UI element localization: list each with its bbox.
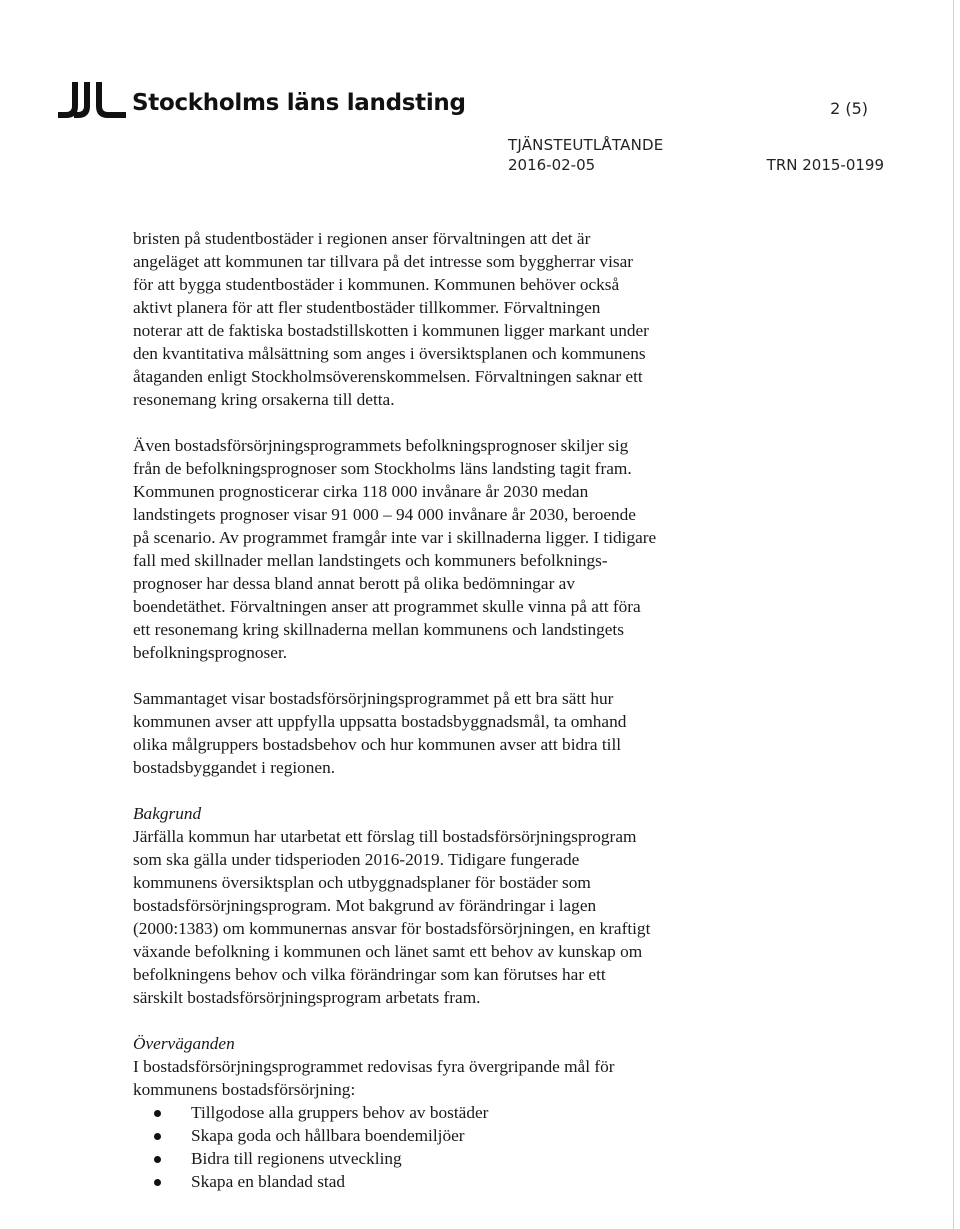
list-item-text: Skapa goda och hållbara boendemiljöer <box>191 1126 465 1145</box>
text-line: för att bygga studentbostäder i kommunen. Kommunen behöver också <box>133 275 620 294</box>
text-line: ett resonemang kring skillnaderna mellan kommunens och landstingets <box>133 620 624 639</box>
document-date: 2016-02-05 <box>508 156 596 174</box>
text-line: på scenario. Av programmet framgår inte var i skillnaderna ligger. I tidigare <box>133 528 657 547</box>
reference-number: TRN 2015-0199 <box>766 156 884 174</box>
section-heading-considerations: Överväganden <box>133 1034 235 1053</box>
bullet-icon <box>154 1133 161 1140</box>
organization-name: Stockholms läns landsting <box>132 90 466 116</box>
text-line: bostadsförsörjningsprogram. Mot bakgrund av förändringar i lagen <box>133 896 597 915</box>
bullet-icon <box>154 1110 161 1117</box>
text-line: bostadsbyggandet i regionen. <box>133 758 336 777</box>
bullet-icon <box>154 1156 161 1163</box>
text-line: Järfälla kommun har utarbetat ett förslag till bostadsförsörjningsprogram <box>133 827 637 846</box>
page-number: 2 (5) <box>830 99 868 118</box>
list-item <box>133 1147 913 1170</box>
list-item <box>133 1124 913 1147</box>
text-line: I bostadsförsörjningsprogrammet redovisas fyra övergripande mål för <box>133 1057 615 1076</box>
text-line: bristen på studentbostäder i regionen anser förvaltningen att det är <box>133 229 591 248</box>
text-line: Sammantaget visar bostadsförsörjningsprogrammet på ett bra sätt hur <box>133 689 614 708</box>
paragraph-summary <box>133 687 913 779</box>
text-line: noterar att de faktiska bostadstillskotten i kommunen ligger markant under <box>133 321 649 340</box>
text-line: växande befolkning i kommunen och länet samt ett behov av kunskap om <box>133 942 643 961</box>
goals-list <box>133 1101 913 1193</box>
paragraph-student-housing <box>133 227 913 411</box>
section-heading-background: Bakgrund <box>133 804 202 823</box>
sll-logo-icon <box>58 82 130 120</box>
list-item-text: Skapa en blandad stad <box>191 1172 346 1191</box>
text-line: olika målgruppers bostadsbehov och hur kommunen avser att bidra till <box>133 735 622 754</box>
text-line: särskilt bostadsförsörjningsprogram arbetats fram. <box>133 988 481 1007</box>
text-line: den kvantitativa målsättning som anges i översiktsplanen och kommunens <box>133 344 646 363</box>
text-line: fall med skillnader mellan landstingets och kommuners befolknings- <box>133 551 608 570</box>
text-line: kommunen avser att uppfylla uppsatta bostadsbyggnadsmål, ta omhand <box>133 712 627 731</box>
document-body <box>133 227 913 1193</box>
text-line: (2000:1383) om kommunernas ansvar för bostadsförsörjningen, en kraftigt <box>133 919 651 938</box>
text-line: kommunens bostadsförsörjning: <box>133 1080 356 1099</box>
paragraph-population-forecasts <box>133 434 913 664</box>
list-item <box>133 1170 913 1193</box>
section-considerations <box>133 1032 913 1193</box>
section-background <box>133 802 913 1009</box>
text-line: befolkningens behov och vilka förändringar som kan förutses har ett <box>133 965 606 984</box>
text-line: landstingets prognoser visar 91 000 – 94 000 invånare år 2030, beroende <box>133 505 636 524</box>
text-line: Även bostadsförsörjningsprogrammets befolkningsprognoser skiljer sig <box>133 436 629 455</box>
text-line: Kommunen prognosticerar cirka 118 000 invånare år 2030 medan <box>133 482 589 501</box>
text-line: som ska gälla under tidsperioden 2016-2019. Tidigare fungerade <box>133 850 580 869</box>
text-line: prognoser har dessa bland annat berott på olika bedömningar av <box>133 574 575 593</box>
text-line: aktivt planera för att fler studentbostäder tillkommer. Förvaltningen <box>133 298 601 317</box>
text-line: från de befolkningsprognoser som Stockholms läns landsting tagit fram. <box>133 459 632 478</box>
text-line: åtaganden enligt Stockholmsöverenskommelsen. Förvaltningen saknar ett <box>133 367 643 386</box>
text-line: boendetäthet. Förvaltningen anser att programmet skulle vinna på att föra <box>133 597 641 616</box>
text-line: befolkningsprognoser. <box>133 643 288 662</box>
text-line: resonemang kring orsakerna till detta. <box>133 390 395 409</box>
list-item-text: Bidra till regionens utveckling <box>191 1149 402 1168</box>
text-line: angeläget att kommunen tar tillvara på det intresse som byggherrar visar <box>133 252 634 271</box>
document-type: TJÄNSTEUTLÅTANDE <box>508 136 664 154</box>
bullet-icon <box>154 1179 161 1186</box>
list-item <box>133 1101 913 1124</box>
list-item-text: Tillgodose alla gruppers behov av bostäder <box>191 1103 489 1122</box>
text-line: kommunens översiktsplan och utbyggnadsplaner för bostäder som <box>133 873 591 892</box>
document-header <box>0 0 960 190</box>
